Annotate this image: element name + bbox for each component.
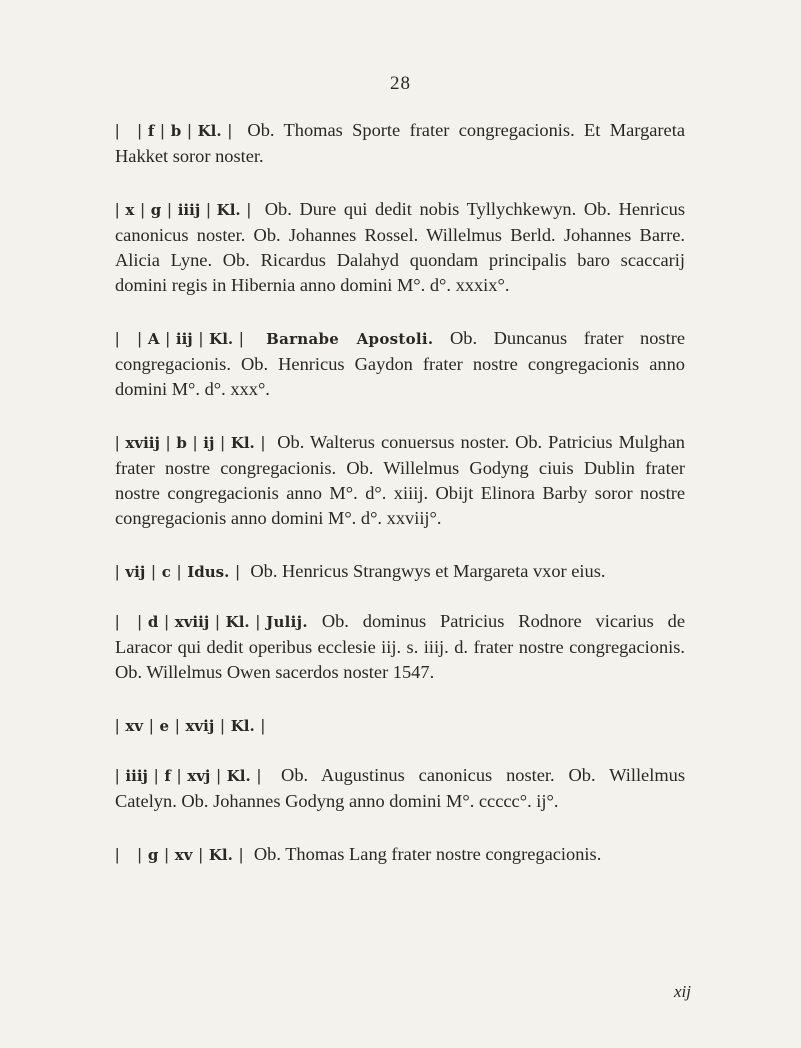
catchword: xij [674, 982, 691, 1001]
calendar-term: Kl. [216, 201, 241, 219]
obit-text: Ob. Henricus Strangwys et Margareta vxor eius. [250, 561, 606, 581]
dominical-letter: d [147, 613, 159, 631]
obit-entry: | x | g | iiij | Kl. | Ob. Dure qui dedit nobis Tyllychkewyn. Ob. Henricus canonicus noster. Ob. Johannes Rossel. Willelmus Berld. Johannes Barre. Alicia Lyne. Ob. Ricardus Dalahyd quondam principalis baro scaccarij domini regis in Hibernia anno domini M°. d°. xxxix°. [115, 199, 685, 295]
calendar-term: Kl. [226, 767, 251, 785]
obit-entry: | vij | c | Idus. | Ob. Henricus Strangwys et Margareta vxor eius. [115, 559, 685, 585]
calendar-term: Kl. [208, 846, 233, 864]
obit-entry: | xv | e | xvij | Kl. | [115, 713, 685, 739]
golden-number: xv [125, 717, 144, 735]
obit-text: Ob. dominus Patricius Rodnore vicarius de Laracor qui dedit operibus ecclesie iij. s. iiij. d. frater nostre congregacionis. Ob. Willelmus Owen sacerdos noster 1547. [115, 611, 685, 682]
obit-entry: | | g | xv | Kl. | Ob. Thomas Lang frater nostre congregacionis. [115, 844, 602, 864]
day-number: iiij [177, 201, 201, 219]
obit-entry: | | A | iij | Kl. | Barnabe Apostoli. Ob. Duncanus frater nostre congregacionis. Ob. Henricus Gaydon frater nostre congregacionis anno domini M°. d°. xxx°. [115, 328, 685, 399]
day-number: xvij [185, 717, 215, 735]
obit-entry: | iiij | f | xvj | Kl. | Ob. Augustinus canonicus noster. Ob. Willelmus Catelyn. Ob. Johannes Godyng anno domini M°. ccccc°. ij°. [115, 765, 685, 811]
obit-entry: | | f | b | Kl. | Ob. Thomas Sporte frater congregacionis. Et Margareta Hakket soror noster. [115, 120, 685, 166]
obit-entry: | xviij | b | ij | Kl. | Ob. Walterus conuersus noster. Ob. Patricius Mulghan frater nostre congregacionis. Ob. Willelmus Godyng ciuis Dublin frater nostre congregacionis anno M°. d°. xiiij. Obijt Elinora Barby soror nostre congregacionis anno domini M°. d°. xxviij°. [115, 432, 685, 528]
day-number: xviij [174, 613, 210, 631]
golden-number: xviij [125, 434, 160, 452]
day-number: iij [175, 330, 193, 348]
dominical-letter: f [164, 767, 171, 785]
calendar-term: Kl. [230, 434, 255, 452]
obit-entries [115, 118, 685, 896]
golden-number: x [125, 201, 135, 219]
calendar-term: Kl. [230, 717, 255, 735]
obit-text: Ob. Thomas Sporte frater congregacionis. Et Margareta Hakket soror noster. [115, 120, 685, 166]
day-number: xvj [187, 767, 211, 785]
obit-text: Ob. Augustinus canonicus noster. Ob. Willelmus Catelyn. Ob. Johannes Godyng anno domini M°. ccccc°. ij°. [115, 765, 685, 811]
calendar-term: Kl. [197, 122, 222, 140]
calendar-term: Kl. [209, 330, 234, 348]
golden-number: vij [125, 563, 146, 581]
day-number: ij [203, 434, 215, 452]
dominical-letter: g [147, 846, 159, 864]
golden-number: iiij [125, 767, 148, 785]
dominical-letter: e [159, 717, 170, 735]
page-number: 28 [390, 73, 411, 94]
day-number: xv [174, 846, 193, 864]
obit-text: Ob. Thomas Lang frater nostre congregacionis. [253, 844, 602, 864]
month-name: Julij. [266, 613, 308, 631]
dominical-letter: b [176, 434, 187, 452]
feast-name: Barnabe Apostoli. [266, 330, 434, 348]
calendar-term: Idus. [187, 563, 230, 581]
obit-text: Ob. Walterus conuersus noster. Ob. Patricius Mulghan frater nostre congregacionis. Ob. Willelmus Godyng ciuis Dublin frater nostre congregacionis anno M°. d°. xiiij. Obijt Elinora Barby soror nostre congregacionis anno domini M°. d°. xxviij°. [115, 432, 685, 528]
obit-text: Ob. Duncanus frater nostre congregacionis. Ob. Henricus Gaydon frater nostre congregacionis anno domini M°. d°. xxx°. [115, 328, 685, 399]
obit-entry: | | d | xviij | Kl. | Julij. Ob. dominus Patricius Rodnore vicarius de Laracor qui dedit operibus ecclesie iij. s. iiij. d. frater nostre congregacionis. Ob. Willelmus Owen sacerdos noster 1547. [115, 611, 685, 682]
dominical-letter: g [150, 201, 162, 219]
dominical-letter: A [147, 330, 160, 348]
calendar-term: Kl. [225, 613, 250, 631]
day-number: b [170, 122, 182, 140]
obit-text: Ob. Dure qui dedit nobis Tyllychkewyn. Ob. Henricus canonicus noster. Ob. Johannes Rossel. Willelmus Berld. Johannes Barre. Alicia Lyne. Ob. Ricardus Dalahyd quondam principalis baro scaccarij domini regis in Hibernia anno domini M°. d°. xxxix°. [115, 199, 685, 295]
dominical-letter: c [161, 563, 171, 581]
dominical-letter: f [147, 122, 155, 140]
